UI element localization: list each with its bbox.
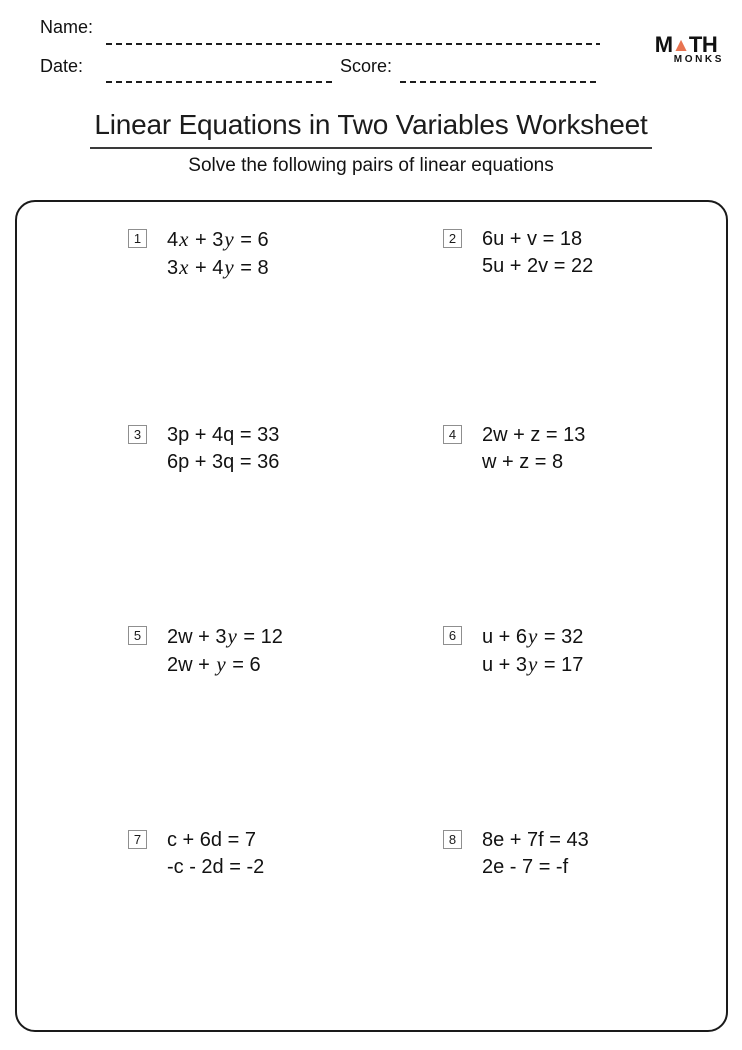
- equation-line-1: 4x + 3y = 6: [167, 227, 269, 251]
- equation-line-1: u + 6y = 32: [482, 624, 584, 648]
- equation-line-2: u + 3y = 17: [482, 652, 584, 676]
- problem-number-badge: 3: [128, 425, 147, 444]
- equation-line-1: 2w + 3y = 12: [167, 624, 283, 648]
- equation-pair: [482, 422, 585, 476]
- equation-line-2: 6p + 3q = 36: [167, 451, 280, 473]
- equation-line-2: 2w + y = 6: [167, 652, 261, 676]
- equation-line-2: 2e - 7 = -f: [482, 856, 569, 878]
- problem-4: [443, 422, 585, 476]
- equation-pair: [482, 827, 589, 881]
- problem-number-badge: 8: [443, 830, 462, 849]
- equation-pair: [167, 226, 269, 282]
- equation-pair: [482, 623, 583, 679]
- problem-number-badge: 6: [443, 626, 462, 645]
- logo-letters-th: TH: [688, 32, 718, 57]
- equation-line-2: 5u + 2v = 22: [482, 255, 594, 277]
- equation-line-1: 6u + v = 18: [482, 228, 583, 250]
- math-monks-logo: [648, 34, 724, 65]
- equation-line-1: 3p + 4q = 33: [167, 424, 280, 446]
- problem-3: [128, 422, 279, 476]
- problem-number-badge: 4: [443, 425, 462, 444]
- date-blank-line: [106, 81, 333, 83]
- problem-1: [128, 226, 269, 282]
- logo-wordmark: [648, 34, 724, 56]
- page-subtitle: Solve the following pairs of linear equations: [188, 155, 554, 176]
- equation-line-1: c + 6d = 7: [167, 829, 256, 851]
- date-label: Date:: [40, 56, 84, 76]
- problem-number-badge: 1: [128, 229, 147, 248]
- problem-5: [128, 623, 283, 679]
- equation-pair: [167, 422, 279, 476]
- problem-2: [443, 226, 593, 280]
- name-blank-line: [106, 43, 600, 45]
- problem-7: [128, 827, 264, 881]
- score-blank-line: [400, 81, 598, 83]
- equation-pair: [167, 827, 264, 881]
- problem-6: [443, 623, 583, 679]
- score-label: Score:: [340, 56, 393, 76]
- equation-line-1: 8e + 7f = 43: [482, 829, 589, 851]
- triangle-icon: ▲: [671, 35, 690, 56]
- equation-line-2: -c - 2d = -2: [167, 856, 265, 878]
- problem-8: [443, 827, 589, 881]
- problems-container: [15, 200, 728, 1032]
- name-label: Name:: [40, 17, 94, 37]
- equation-line-2: w + z = 8: [482, 451, 564, 473]
- equation-line-1: 2w + z = 13: [482, 424, 586, 446]
- equation-line-2: 3x + 4y = 8: [167, 255, 269, 279]
- problem-number-badge: 5: [128, 626, 147, 645]
- logo-monks-text: MONKS: [673, 54, 724, 65]
- logo-letter-m: M: [654, 32, 673, 57]
- equation-pair: [482, 226, 593, 280]
- problem-number-badge: 2: [443, 229, 462, 248]
- page-title: Linear Equations in Two Variables Worksheet: [0, 109, 742, 149]
- problem-number-badge: 7: [128, 830, 147, 849]
- equation-pair: [167, 623, 283, 679]
